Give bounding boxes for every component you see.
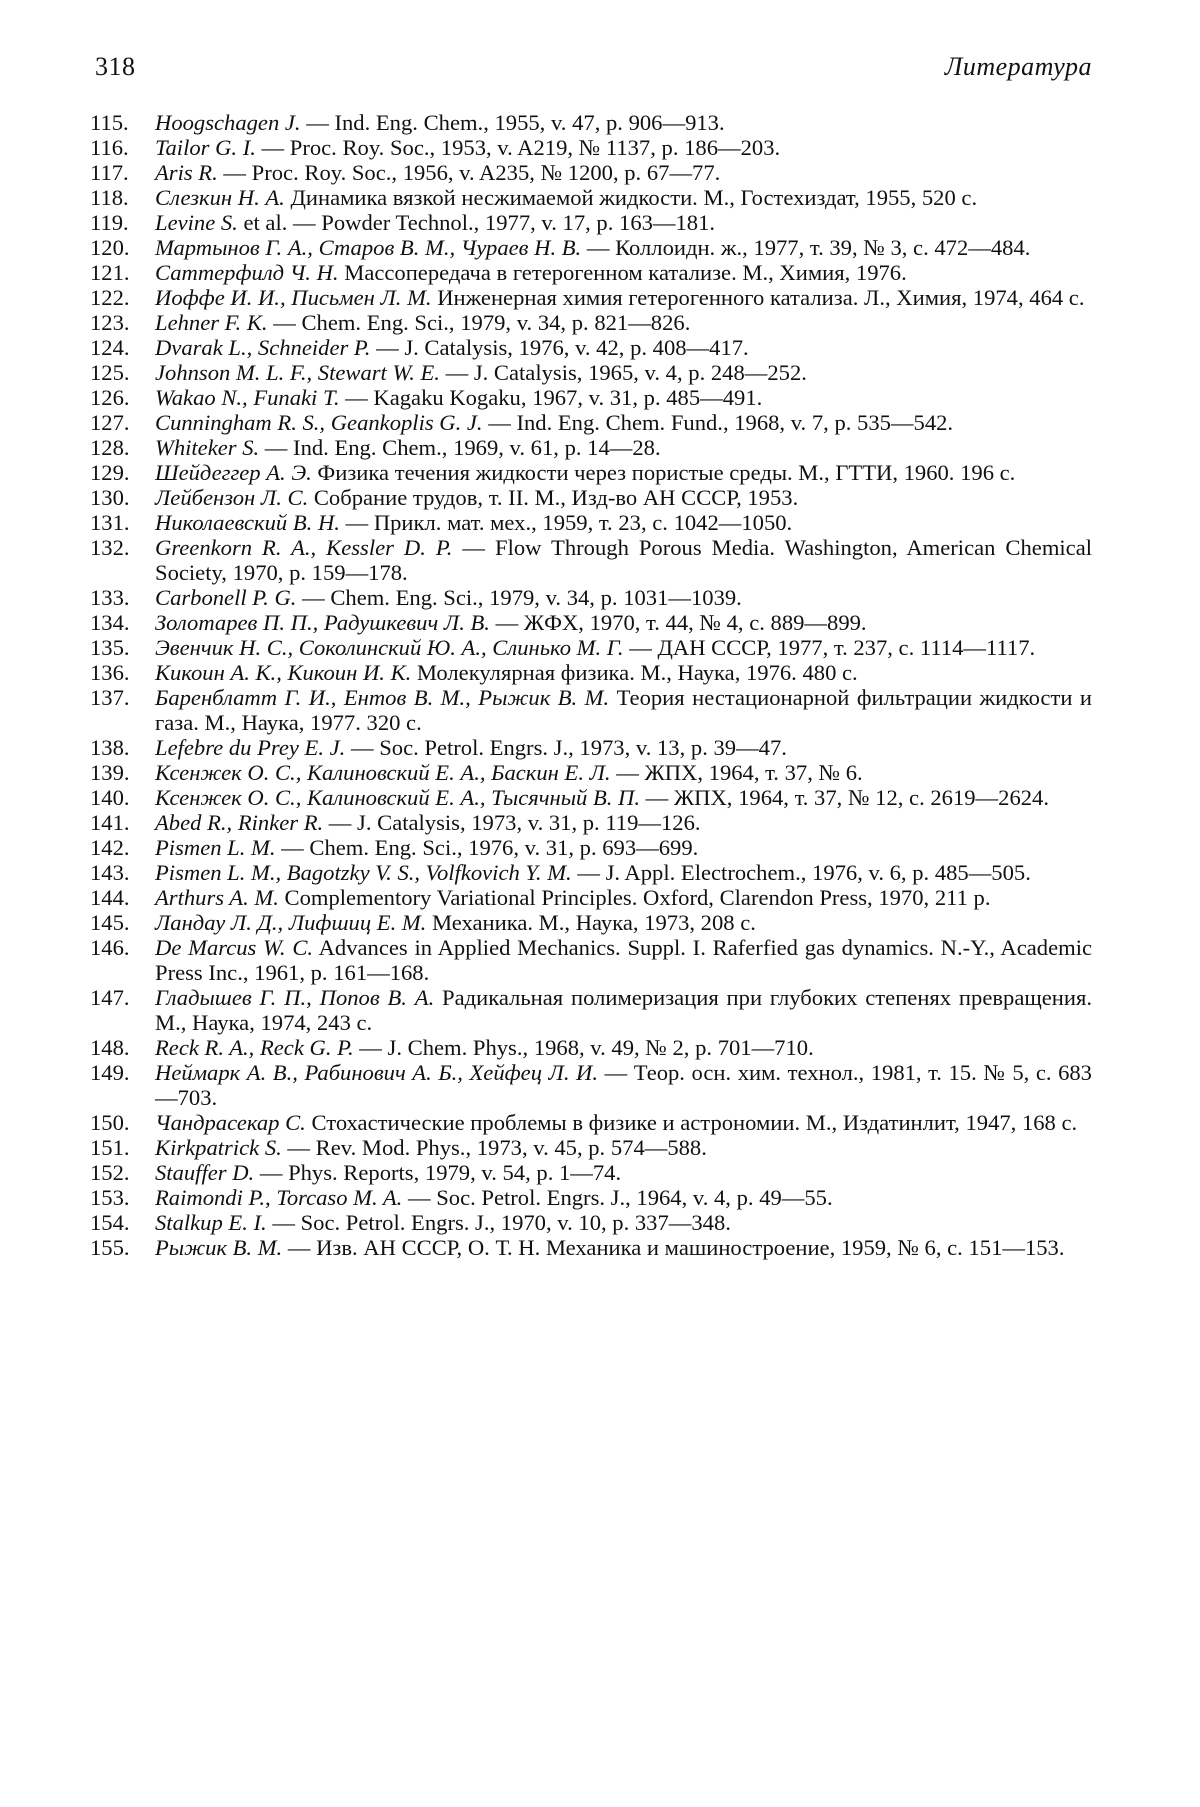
reference-authors: Carbonell P. G. xyxy=(155,585,297,610)
reference-number: 149. xyxy=(90,1060,130,1085)
reference-source: — Ind. Eng. Chem., 1955, v. 47, p. 906—913. xyxy=(300,110,725,135)
reference-item xyxy=(90,135,1092,160)
reference-source: — ЖПХ, 1964, т. 37, № 6. xyxy=(610,760,863,785)
reference-source: Механика. М., Наука, 1973, 208 с. xyxy=(426,910,756,935)
reference-source: — J. Catalysis, 1973, v. 31, p. 119—126. xyxy=(323,810,701,835)
reference-item xyxy=(90,235,1092,260)
reference-item xyxy=(90,1160,1092,1185)
reference-source: — Rev. Mod. Phys., 1973, v. 45, p. 574—588. xyxy=(281,1135,707,1160)
reference-authors: Kirkpatrick S. xyxy=(155,1135,282,1160)
reference-number: 131. xyxy=(90,510,130,535)
reference-source: — Proc. Roy. Soc., 1953, v. A219, № 1137, p. 186—203. xyxy=(255,135,781,160)
reference-authors: Greenkorn R. A., Kessler D. P. xyxy=(155,535,453,560)
reference-source: et al. — Powder Technol., 1977, v. 17, p. 163—181. xyxy=(237,210,716,235)
reference-item xyxy=(90,660,1092,685)
reference-number: 135. xyxy=(90,635,130,660)
reference-item xyxy=(90,435,1092,460)
reference-authors: Stalkup E. I. xyxy=(155,1210,267,1235)
reference-item xyxy=(90,985,1092,1035)
reference-number: 120. xyxy=(90,235,130,260)
reference-number: 128. xyxy=(90,435,130,460)
reference-authors: Dvarak L., Schneider P. xyxy=(155,335,371,360)
reference-authors: Reck R. A., Reck G. P. xyxy=(155,1035,354,1060)
reference-source: — Изв. АН СССР, О. Т. Н. Механика и машиностроение, 1959, № 6, с. 151—153. xyxy=(282,1235,1065,1260)
reference-authors: Cunningham R. S., Geankoplis G. J. xyxy=(155,410,483,435)
reference-authors: Whiteker S. xyxy=(155,435,260,460)
reference-authors: Саттерфилд Ч. Н. xyxy=(155,260,339,285)
reference-number: 129. xyxy=(90,460,130,485)
reference-item xyxy=(90,785,1092,810)
reference-number: 151. xyxy=(90,1135,130,1160)
reference-authors: Эвенчик Н. С., Соколинский Ю. А., Слинько М. Г. xyxy=(155,635,624,660)
reference-number: 116. xyxy=(90,135,129,160)
reference-number: 141. xyxy=(90,810,130,835)
reference-item xyxy=(90,1235,1092,1260)
reference-number: 148. xyxy=(90,1035,130,1060)
reference-source: — Kagaku Kogaku, 1967, v. 31, p. 485—491. xyxy=(339,385,763,410)
reference-source: — Прикл. мат. мех., 1959, т. 23, с. 1042—1050. xyxy=(339,510,793,535)
reference-number: 115. xyxy=(90,110,129,135)
reference-authors: Шейдеггер А. Э. xyxy=(155,460,312,485)
reference-number: 143. xyxy=(90,860,130,885)
reference-number: 126. xyxy=(90,385,130,410)
reference-authors: Raimondi P., Torcaso M. A. xyxy=(155,1185,403,1210)
reference-source: — Chem. Eng. Sci., 1979, v. 34, p. 821—826. xyxy=(267,310,691,335)
reference-authors: Ксенжек О. С., Калиновский Е. А., Баскин Е. Л. xyxy=(155,760,611,785)
reference-source: Инженерная химия гетерогенного катализа. Л., Химия, 1974, 464 с. xyxy=(431,285,1085,310)
reference-authors: Abed R., Rinker R. xyxy=(155,810,324,835)
reference-source: Complementory Variational Principles. Oxford, Clarendon Press, 1970, 211 p. xyxy=(278,885,991,910)
reference-authors: Lehner F. K. xyxy=(155,310,268,335)
reference-number: 127. xyxy=(90,410,130,435)
reference-item xyxy=(90,810,1092,835)
reference-number: 154. xyxy=(90,1210,130,1235)
reference-authors: Wakao N., Funaki T. xyxy=(155,385,340,410)
reference-item xyxy=(90,760,1092,785)
reference-authors: Lefebre du Prey E. J. xyxy=(155,735,346,760)
reference-item xyxy=(90,585,1092,610)
page-number: 318 xyxy=(95,52,136,81)
reference-number: 123. xyxy=(90,310,130,335)
reference-number: 119. xyxy=(90,210,129,235)
reference-source: Стохастические проблемы в физике и астрономии. М., Издатинлит, 1947, 168 с. xyxy=(305,1110,1078,1135)
reference-authors: Лейбензон Л. С. xyxy=(155,485,309,510)
reference-source: — Phys. Reports, 1979, v. 54, p. 1—74. xyxy=(254,1160,622,1185)
reference-authors: Гладышев Г. П., Попов В. А. xyxy=(155,985,435,1010)
reference-source: — Soc. Petrol. Engrs. J., 1973, v. 13, p. 39—47. xyxy=(345,735,787,760)
reference-source: — J. Catalysis, 1965, v. 4, p. 248—252. xyxy=(439,360,807,385)
reference-authors: Johnson M. L. F., Stewart W. E. xyxy=(155,360,440,385)
reference-number: 130. xyxy=(90,485,130,510)
reference-source: — ДАН СССР, 1977, т. 237, с. 1114—1117. xyxy=(623,635,1036,660)
reference-authors: Николаевский В. Н. xyxy=(155,510,340,535)
reference-item xyxy=(90,1135,1092,1160)
reference-authors: Aris R. xyxy=(155,160,218,185)
reference-authors: Кикоин А. К., Кикоин И. К. xyxy=(155,660,412,685)
reference-number: 133. xyxy=(90,585,130,610)
reference-number: 122. xyxy=(90,285,130,310)
reference-item xyxy=(90,210,1092,235)
reference-authors: Arthurs A. M. xyxy=(155,885,279,910)
reference-number: 147. xyxy=(90,985,130,1010)
reference-source: Физика течения жидкости через пористые среды. М., ГТТИ, 1960. 196 с. xyxy=(311,460,1016,485)
reference-item xyxy=(90,485,1092,510)
reference-number: 144. xyxy=(90,885,130,910)
reference-number: 145. xyxy=(90,910,130,935)
reference-number: 138. xyxy=(90,735,130,760)
reference-authors: Неймарк А. В., Рабинович А. Б., Хейфец Л. И. xyxy=(155,1060,599,1085)
reference-number: 125. xyxy=(90,360,130,385)
reference-item xyxy=(90,510,1092,535)
reference-item xyxy=(90,835,1092,860)
reference-source: Массопередача в гетерогенном катализе. М., Химия, 1976. xyxy=(338,260,907,285)
reference-number: 152. xyxy=(90,1160,130,1185)
reference-source: Динамика вязкой несжимаемой жидкости. М., Гостехиздат, 1955, 520 с. xyxy=(284,185,978,210)
reference-item xyxy=(90,410,1092,435)
reference-number: 117. xyxy=(90,160,129,185)
reference-source: — ЖФХ, 1970, т. 44, № 4, с. 889—899. xyxy=(489,610,867,635)
reference-source: — Теор. осн. хим. технол., 1981, т. 15. № 5, с. 683—703. xyxy=(155,1060,1092,1110)
reference-item xyxy=(90,935,1092,985)
reference-authors: Баренблатт Г. И., Ентов В. М., Рыжик В. М. xyxy=(155,685,610,710)
reference-item xyxy=(90,110,1092,135)
reference-number: 153. xyxy=(90,1185,130,1210)
reference-item xyxy=(90,285,1092,310)
reference-authors: Stauffer D. xyxy=(155,1160,255,1185)
reference-source: — Soc. Petrol. Engrs. J., 1970, v. 10, p. 337—348. xyxy=(266,1210,731,1235)
reference-item xyxy=(90,860,1092,885)
reference-authors: Золотарев П. П., Радушкевич Л. В. xyxy=(155,610,490,635)
reference-authors: Tailor G. I. xyxy=(155,135,256,160)
reference-authors: Слезкин Н. А. xyxy=(155,185,285,210)
reference-item xyxy=(90,535,1092,585)
reference-item xyxy=(90,460,1092,485)
reference-source: — Ind. Eng. Chem. Fund., 1968, v. 7, p. 535—542. xyxy=(482,410,954,435)
reference-authors: De Marcus W. C. xyxy=(155,935,314,960)
running-title: Литература xyxy=(944,52,1092,81)
reference-source: — ЖПХ, 1964, т. 37, № 12, с. 2619—2624. xyxy=(640,785,1049,810)
reference-number: 137. xyxy=(90,685,130,710)
reference-number: 142. xyxy=(90,835,130,860)
reference-number: 124. xyxy=(90,335,130,360)
reference-source: — Flow Through Porous Media. Washington, American Chemical Society, 1970, p. 159—178. xyxy=(155,535,1092,585)
reference-authors: Ландау Л. Д., Лифшиц Е. М. xyxy=(155,910,427,935)
reference-number: 118. xyxy=(90,185,129,210)
reference-item xyxy=(90,335,1092,360)
reference-authors: Ксенжек О. С., Калиновский Е. А., Тысячный В. П. xyxy=(155,785,641,810)
reference-source: — J. Catalysis, 1976, v. 42, p. 408—417. xyxy=(370,335,749,360)
reference-number: 134. xyxy=(90,610,130,635)
reference-source: Собрание трудов, т. II. М., Изд-во АН СССР, 1953. xyxy=(308,485,799,510)
reference-item xyxy=(90,160,1092,185)
reference-source: — Коллоидн. ж., 1977, т. 39, № 3, с. 472—484. xyxy=(581,235,1031,260)
reference-number: 132. xyxy=(90,535,130,560)
reference-authors: Мартынов Г. А., Старов В. М., Чураев Н. В. xyxy=(155,235,582,260)
reference-source: Радикальная полимеризация при глубоких степенях превращения. М., Наука, 1974, 243 с. xyxy=(155,985,1092,1035)
reference-item xyxy=(90,685,1092,735)
reference-item xyxy=(90,1060,1092,1110)
reference-item xyxy=(90,1110,1092,1135)
reference-source: — J. Appl. Electrochem., 1976, v. 6, p. 485—505. xyxy=(571,860,1031,885)
reference-authors: Иоффе И. И., Письмен Л. М. xyxy=(155,285,432,310)
reference-number: 146. xyxy=(90,935,130,960)
reference-authors: Pismen L. M. xyxy=(155,835,276,860)
page-header xyxy=(95,52,1092,92)
reference-source: — Soc. Petrol. Engrs. J., 1964, v. 4, p. 49—55. xyxy=(402,1185,833,1210)
reference-number: 136. xyxy=(90,660,130,685)
reference-authors: Чандрасекар С. xyxy=(155,1110,306,1135)
reference-number: 155. xyxy=(90,1235,130,1260)
reference-item xyxy=(90,310,1092,335)
reference-authors: Рыжик В. М. xyxy=(155,1235,283,1260)
reference-source: — J. Chem. Phys., 1968, v. 49, № 2, p. 701—710. xyxy=(353,1035,814,1060)
reference-item xyxy=(90,360,1092,385)
reference-list xyxy=(90,110,1092,1260)
reference-source: — Ind. Eng. Chem., 1969, v. 61, p. 14—28. xyxy=(259,435,661,460)
reference-source: Молекулярная физика. М., Наука, 1976. 480 с. xyxy=(411,660,858,685)
reference-authors: Levine S. xyxy=(155,210,238,235)
reference-item xyxy=(90,635,1092,660)
reference-item xyxy=(90,610,1092,635)
reference-authors: Hoogschagen J. xyxy=(155,110,301,135)
reference-number: 139. xyxy=(90,760,130,785)
reference-source: Теория нестационарной фильтрации жидкости и газа. М., Наука, 1977. 320 с. xyxy=(155,685,1092,735)
reference-number: 150. xyxy=(90,1110,130,1135)
reference-item xyxy=(90,185,1092,210)
reference-item xyxy=(90,1185,1092,1210)
reference-number: 121. xyxy=(90,260,130,285)
reference-source: Advances in Applied Mechanics. Suppl. I. Raferfied gas dynamics. N.-Y., Academic Press Inc., 1961, p. 161—168. xyxy=(155,935,1092,985)
reference-source: — Chem. Eng. Sci., 1979, v. 34, p. 1031—1039. xyxy=(296,585,742,610)
reference-number: 140. xyxy=(90,785,130,810)
reference-item xyxy=(90,910,1092,935)
reference-source: — Chem. Eng. Sci., 1976, v. 31, p. 693—699. xyxy=(275,835,699,860)
reference-item xyxy=(90,735,1092,760)
reference-item xyxy=(90,260,1092,285)
reference-item xyxy=(90,885,1092,910)
reference-item xyxy=(90,1035,1092,1060)
reference-source: — Proc. Roy. Soc., 1956, v. A235, № 1200, p. 67—77. xyxy=(217,160,721,185)
reference-item xyxy=(90,385,1092,410)
reference-item xyxy=(90,1210,1092,1235)
reference-authors: Pismen L. M., Bagotzky V. S., Volfkovich Y. M. xyxy=(155,860,572,885)
